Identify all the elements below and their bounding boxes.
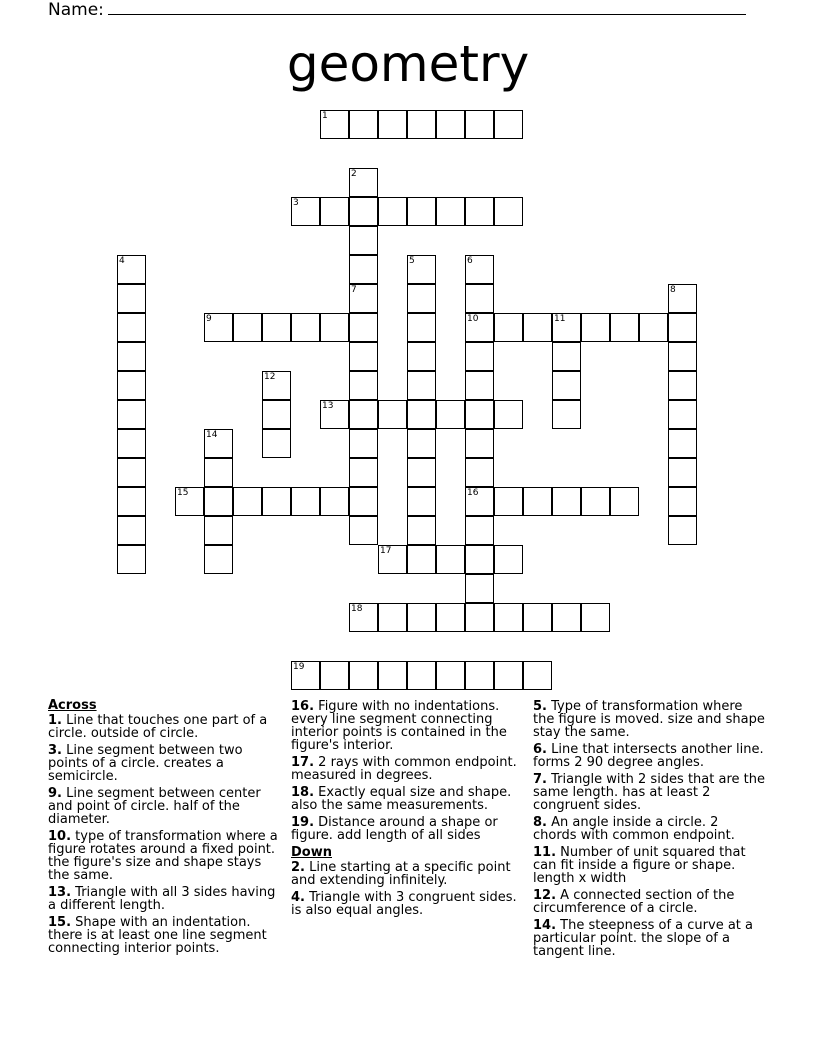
crossword-cell[interactable]: [494, 197, 523, 226]
clue-item: [533, 816, 765, 842]
crossword-cell[interactable]: [407, 545, 436, 574]
crossword-cell[interactable]: [668, 429, 697, 458]
clue-number: 3.: [48, 743, 62, 758]
crossword-cell[interactable]: [552, 371, 581, 400]
crossword-cell[interactable]: [349, 110, 378, 139]
clue-item: [48, 787, 280, 826]
crossword-cell[interactable]: [465, 342, 494, 371]
crossword-cell[interactable]: [349, 661, 378, 690]
crossword-cell[interactable]: [117, 458, 146, 487]
clues-column-2: [291, 700, 523, 921]
crossword-cell[interactable]: [291, 487, 320, 516]
crossword-cell[interactable]: [117, 545, 146, 574]
crossword-cell[interactable]: [639, 313, 668, 342]
across-heading: Across: [48, 698, 97, 713]
crossword-cell[interactable]: [407, 603, 436, 632]
clue-item: [48, 830, 280, 882]
crossword-cell[interactable]: [523, 487, 552, 516]
crossword-cell[interactable]: [291, 197, 320, 226]
crossword-cell[interactable]: [349, 516, 378, 545]
crossword-cell[interactable]: [117, 487, 146, 516]
clue-item: [48, 744, 280, 783]
crossword-cell[interactable]: [668, 400, 697, 429]
clue-text: 2 rays with common endpoint. measured in degrees.: [291, 755, 517, 783]
crossword-cell[interactable]: [349, 400, 378, 429]
crossword-cell[interactable]: [233, 313, 262, 342]
crossword-cell[interactable]: [407, 516, 436, 545]
crossword-cell[interactable]: [668, 487, 697, 516]
crossword-cell[interactable]: [465, 313, 494, 342]
crossword-cell[interactable]: [407, 342, 436, 371]
crossword-cell[interactable]: [465, 400, 494, 429]
clue-item: [291, 816, 523, 842]
crossword-cell[interactable]: [436, 603, 465, 632]
clue-text: Line segment between center and point of circle. half of the diameter.: [48, 786, 261, 827]
crossword-cell[interactable]: [552, 313, 581, 342]
clue-number: 9.: [48, 786, 62, 801]
crossword-cell[interactable]: [436, 400, 465, 429]
crossword-cell[interactable]: [552, 400, 581, 429]
clue-text: Line that intersects another line. forms 2 90 degree angles.: [533, 742, 764, 770]
clue-item: [533, 889, 765, 915]
crossword-cell[interactable]: [320, 487, 349, 516]
crossword-cell[interactable]: [523, 313, 552, 342]
cell-number: 12: [264, 372, 276, 382]
clue-item: [48, 916, 280, 955]
clue-item: [291, 700, 523, 752]
crossword-cell[interactable]: [117, 313, 146, 342]
crossword-cell[interactable]: [204, 487, 233, 516]
clue-number: 17.: [291, 755, 315, 770]
crossword-cell[interactable]: [465, 429, 494, 458]
clue-text: type of transformation where a figure rotates around a fixed point. the figure's size and shape stays the same.: [48, 829, 278, 883]
crossword-cell[interactable]: [320, 313, 349, 342]
clues-column-3: [533, 700, 765, 962]
clue-number: 15.: [48, 915, 72, 930]
clue-text: Type of transformation where the figure is moved. size and shape stay the same.: [533, 699, 765, 740]
clue-number: 8.: [533, 815, 547, 830]
crossword-cell[interactable]: [465, 458, 494, 487]
crossword-cell[interactable]: [465, 661, 494, 690]
clue-text: Triangle with 2 sides that are the same length. has at least 2 congruent sides.: [533, 772, 765, 813]
clue-number: 1.: [48, 713, 62, 728]
crossword-cell[interactable]: [465, 197, 494, 226]
crossword-cell[interactable]: [204, 429, 233, 458]
crossword-cell[interactable]: [494, 400, 523, 429]
crossword-cell[interactable]: [378, 603, 407, 632]
crossword-cell[interactable]: [494, 545, 523, 574]
crossword-cell[interactable]: [465, 574, 494, 603]
clue-number: 10.: [48, 829, 72, 844]
crossword-cell[interactable]: [581, 487, 610, 516]
crossword-cell[interactable]: [668, 516, 697, 545]
clue-text: Figure with no indentations. every line segment connecting interior points is contained in the figure's interior.: [291, 699, 507, 753]
cell-number: 11: [554, 314, 566, 324]
cell-number: 6: [467, 256, 473, 266]
crossword-cell[interactable]: [262, 313, 291, 342]
cell-number: 3: [293, 198, 299, 208]
crossword-cell[interactable]: [407, 197, 436, 226]
clue-number: 19.: [291, 815, 315, 830]
down-heading: Down: [291, 845, 332, 860]
crossword-cell[interactable]: [407, 371, 436, 400]
crossword-cell[interactable]: [465, 545, 494, 574]
crossword-cell[interactable]: [378, 400, 407, 429]
crossword-cell[interactable]: [668, 342, 697, 371]
crossword-cell[interactable]: [523, 661, 552, 690]
crossword-cell[interactable]: [407, 400, 436, 429]
crossword-cell[interactable]: [349, 342, 378, 371]
crossword-cell[interactable]: [465, 110, 494, 139]
crossword-cell[interactable]: [291, 661, 320, 690]
cell-number: 10: [467, 314, 479, 324]
crossword-cell[interactable]: [262, 487, 291, 516]
cell-number: 13: [322, 401, 334, 411]
crossword-cell[interactable]: [407, 458, 436, 487]
crossword-cell[interactable]: [552, 487, 581, 516]
crossword-cell[interactable]: [204, 545, 233, 574]
crossword-cell[interactable]: [610, 487, 639, 516]
crossword-cell[interactable]: [494, 313, 523, 342]
crossword-cell[interactable]: [349, 226, 378, 255]
crossword-cell[interactable]: [204, 516, 233, 545]
crossword-cell[interactable]: [349, 168, 378, 197]
crossword-cell[interactable]: [668, 458, 697, 487]
crossword-cell[interactable]: [349, 313, 378, 342]
crossword-cell[interactable]: [262, 429, 291, 458]
crossword-cell[interactable]: [117, 429, 146, 458]
clue-text: The steepness of a curve at a particular point. the slope of a tangent line.: [533, 918, 753, 959]
clue-item: [533, 846, 765, 885]
clue-item: [533, 743, 765, 769]
crossword-cell[interactable]: [407, 255, 436, 284]
cell-number: 8: [670, 285, 676, 295]
clue-text: Exactly equal size and shape. also the same measurements.: [291, 785, 512, 813]
crossword-cell[interactable]: [436, 661, 465, 690]
clue-text: Line that touches one part of a circle. outside of circle.: [48, 713, 268, 741]
crossword-cell[interactable]: [523, 603, 552, 632]
crossword-cell[interactable]: [436, 197, 465, 226]
crossword-cell[interactable]: [407, 429, 436, 458]
crossword-cell[interactable]: [117, 371, 146, 400]
crossword-cell[interactable]: [349, 255, 378, 284]
crossword-cell[interactable]: [320, 661, 349, 690]
crossword-cell[interactable]: [465, 603, 494, 632]
crossword-cell[interactable]: [117, 255, 146, 284]
crossword-cell[interactable]: [204, 313, 233, 342]
crossword-cell[interactable]: [494, 487, 523, 516]
crossword-cell[interactable]: [465, 516, 494, 545]
crossword-cell[interactable]: [494, 110, 523, 139]
crossword-cell[interactable]: [436, 110, 465, 139]
crossword-cell[interactable]: [465, 255, 494, 284]
crossword-cell[interactable]: [581, 313, 610, 342]
crossword-cell[interactable]: [378, 661, 407, 690]
crossword-cell[interactable]: [494, 603, 523, 632]
crossword-cell[interactable]: [320, 400, 349, 429]
crossword-cell[interactable]: [349, 197, 378, 226]
name-label: Name:: [48, 0, 104, 20]
clue-number: 14.: [533, 918, 557, 933]
clue-number: 4.: [291, 890, 305, 905]
crossword-cell[interactable]: [407, 284, 436, 313]
crossword-cell[interactable]: [291, 313, 320, 342]
crossword-cell[interactable]: [581, 603, 610, 632]
clue-text: Line segment between two points of a circle. creates a semicircle.: [48, 743, 243, 784]
clue-item: [291, 891, 523, 917]
crossword-cell[interactable]: [117, 400, 146, 429]
page-title: geometry: [286, 35, 530, 93]
crossword-cell[interactable]: [262, 400, 291, 429]
crossword-cell[interactable]: [117, 284, 146, 313]
clue-text: Shape with an indentation. there is at least one line segment connecting interior points.: [48, 915, 267, 956]
crossword-cell[interactable]: [407, 487, 436, 516]
cell-number: 17: [380, 546, 392, 556]
cell-number: 5: [409, 256, 415, 266]
clue-text: An angle inside a circle. 2 chords with common endpoint.: [533, 815, 735, 843]
crossword-cell[interactable]: [552, 603, 581, 632]
crossword-cell[interactable]: [117, 516, 146, 545]
crossword-cell[interactable]: [233, 487, 262, 516]
crossword-cell[interactable]: [668, 284, 697, 313]
clue-number: 12.: [533, 888, 557, 903]
cell-number: 15: [177, 488, 189, 498]
crossword-cell[interactable]: [349, 429, 378, 458]
crossword-cell[interactable]: [378, 545, 407, 574]
cell-number: 1: [322, 111, 328, 121]
clues-column-1: [48, 699, 280, 959]
clue-item: [533, 773, 765, 812]
crossword-cell[interactable]: [349, 371, 378, 400]
crossword-cell[interactable]: [407, 661, 436, 690]
crossword-cell[interactable]: [465, 371, 494, 400]
crossword-cell[interactable]: [494, 661, 523, 690]
clue-number: 11.: [533, 845, 557, 860]
cell-number: 2: [351, 169, 357, 179]
crossword-cell[interactable]: [465, 284, 494, 313]
clue-item: [291, 861, 523, 887]
cell-number: 16: [467, 488, 479, 498]
crossword-cell[interactable]: [378, 110, 407, 139]
clue-text: Number of unit squared that can fit inside a figure or shape. length x width: [533, 845, 746, 886]
crossword-cell[interactable]: [204, 458, 233, 487]
crossword-cell[interactable]: [378, 197, 407, 226]
crossword-cell[interactable]: [436, 545, 465, 574]
cell-number: 4: [119, 256, 125, 266]
cell-number: 19: [293, 662, 305, 672]
clue-number: 2.: [291, 860, 305, 875]
crossword-cell[interactable]: [349, 603, 378, 632]
clue-item: [48, 714, 280, 740]
crossword-cell[interactable]: [668, 313, 697, 342]
clue-number: 7.: [533, 772, 547, 787]
crossword-cell[interactable]: [465, 487, 494, 516]
crossword-cell[interactable]: [552, 342, 581, 371]
clue-text: Line starting at a specific point and extending infinitely.: [291, 860, 511, 888]
crossword-cell[interactable]: [668, 371, 697, 400]
crossword-cell[interactable]: [262, 371, 291, 400]
clue-item: [291, 786, 523, 812]
cell-number: 9: [206, 314, 212, 324]
cell-number: 7: [351, 285, 357, 295]
clue-number: 16.: [291, 699, 315, 714]
cell-number: 14: [206, 430, 218, 440]
crossword-cell[interactable]: [349, 284, 378, 313]
clue-number: 13.: [48, 885, 72, 900]
cell-number: 18: [351, 604, 363, 614]
clue-item: [533, 919, 765, 958]
crossword-cell[interactable]: [320, 110, 349, 139]
crossword-cell[interactable]: [407, 313, 436, 342]
clue-number: 5.: [533, 699, 547, 714]
crossword-cell[interactable]: [175, 487, 204, 516]
crossword-cell[interactable]: [610, 313, 639, 342]
crossword-cell[interactable]: [349, 458, 378, 487]
crossword-cell[interactable]: [407, 110, 436, 139]
clue-text: A connected section of the circumference of a circle.: [533, 888, 735, 916]
clue-text: Triangle with all 3 sides having a different length.: [48, 885, 276, 913]
clue-number: 6.: [533, 742, 547, 757]
crossword-cell[interactable]: [320, 197, 349, 226]
crossword-cell[interactable]: [117, 342, 146, 371]
clue-item: [291, 756, 523, 782]
clue-number: 18.: [291, 785, 315, 800]
clue-item: [48, 886, 280, 912]
crossword-cell[interactable]: [349, 487, 378, 516]
clue-text: Triangle with 3 congruent sides. is also equal angles.: [291, 890, 517, 918]
clue-item: [533, 700, 765, 739]
clue-text: Distance around a shape or figure. add length of all sides: [291, 815, 498, 843]
